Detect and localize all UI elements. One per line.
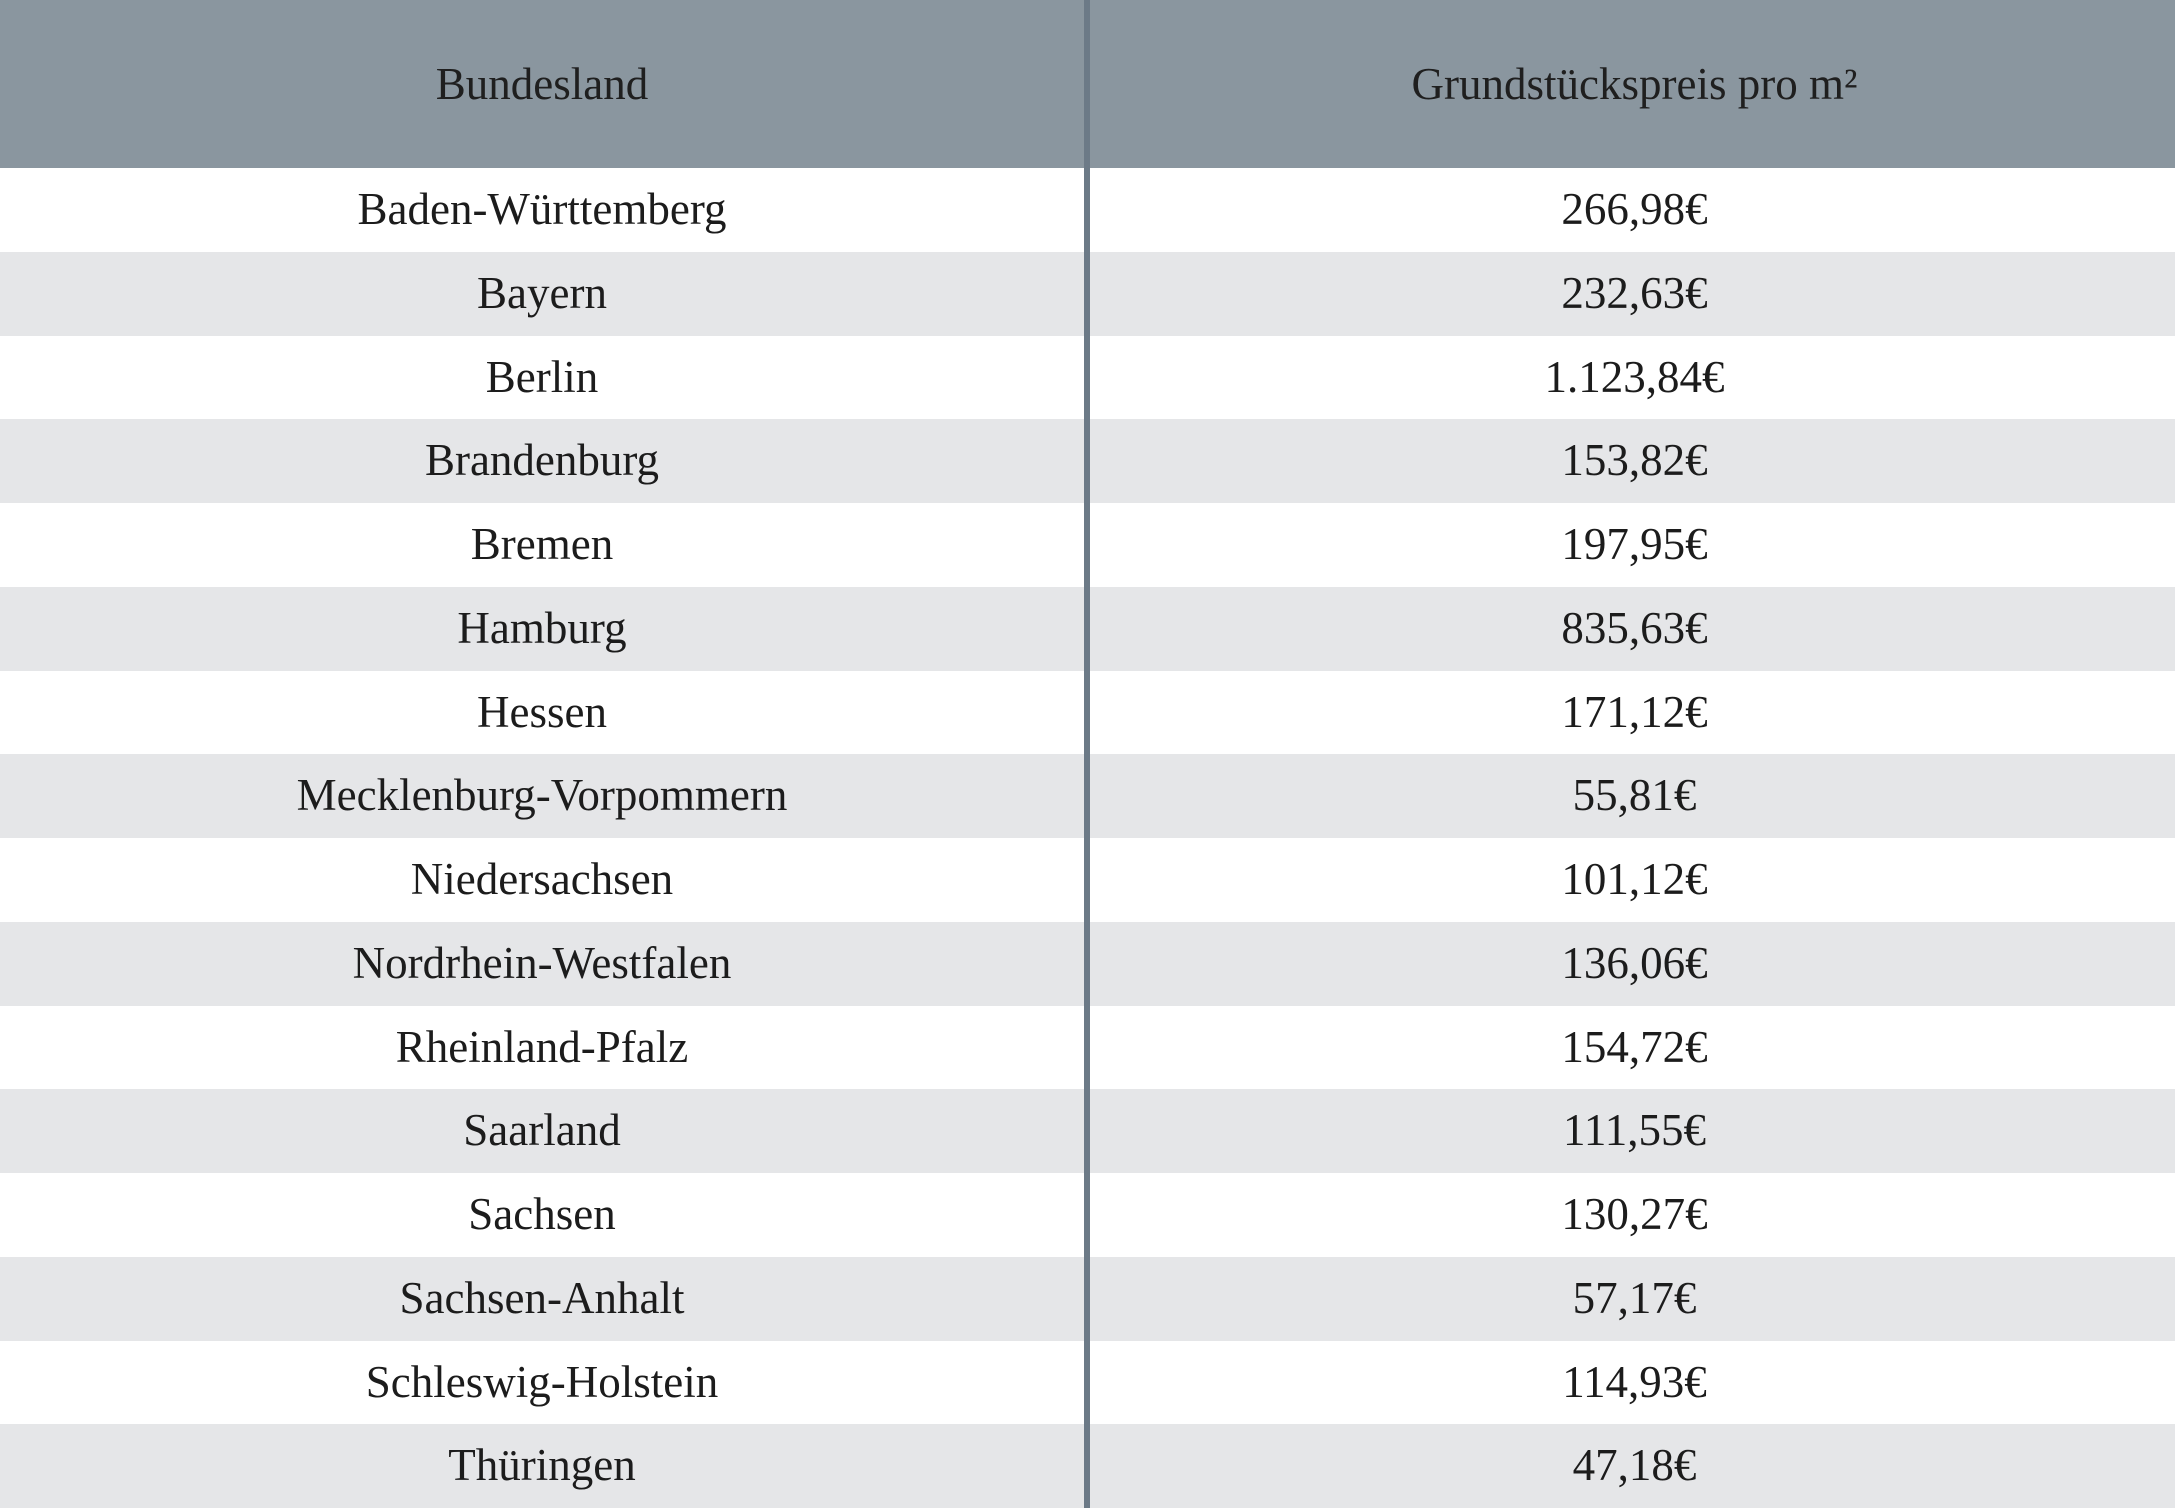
cell-bundesland: Sachsen-Anhalt [399, 1272, 685, 1323]
cell-grundstueckspreis: 154,72€ [1561, 1021, 1708, 1072]
cell-grundstueckspreis: 130,27€ [1561, 1189, 1708, 1239]
cell-bundesland: Hessen [477, 686, 607, 737]
cell-bundesland: Schleswig-Holstein [365, 1356, 719, 1407]
cell-grundstueckspreis: 101,12€ [1561, 854, 1708, 904]
cell-grundstueckspreis: 114,93€ [1562, 1356, 1707, 1407]
cell-bundesland: Brandenburg [424, 435, 660, 486]
cell-bundesland: Mecklenburg-Vorpommern [296, 770, 788, 821]
cell-grundstueckspreis: 55,81€ [1572, 770, 1697, 821]
cell-bundesland: Bremen [470, 519, 614, 569]
cell-grundstueckspreis: 197,95€ [1561, 519, 1708, 569]
cell-bundesland: Nordrhein-Westfalen [352, 937, 732, 988]
cell-bundesland: Baden-Württemberg [357, 184, 727, 234]
column-header-grundstueckspreis: Grundstückspreis pro m² [1411, 59, 1858, 109]
cell-grundstueckspreis: 1.123,84€ [1544, 351, 1725, 402]
cell-bundesland: Hamburg [457, 602, 627, 653]
cell-grundstueckspreis: 57,17€ [1572, 1272, 1697, 1323]
cell-bundesland: Rheinland-Pfalz [395, 1021, 689, 1072]
cell-grundstueckspreis: 153,82€ [1561, 435, 1708, 486]
cell-grundstueckspreis: 111,55€ [1563, 1105, 1706, 1156]
column-divider [1084, 0, 1090, 1508]
cell-bundesland: Sachsen [468, 1189, 616, 1239]
cell-grundstueckspreis: 232,63€ [1561, 267, 1708, 318]
column-header-bundesland: Bundesland [435, 59, 649, 109]
cell-bundesland: Berlin [485, 351, 599, 402]
cell-bundesland: Saarland [463, 1105, 621, 1156]
cell-grundstueckspreis: 47,18€ [1572, 1440, 1697, 1491]
cell-grundstueckspreis: 171,12€ [1561, 686, 1708, 737]
cell-grundstueckspreis: 266,98€ [1561, 184, 1708, 234]
cell-bundesland: Bayern [477, 267, 607, 318]
cell-grundstueckspreis: 835,63€ [1561, 602, 1708, 653]
cell-bundesland: Niedersachsen [410, 854, 674, 904]
cell-bundesland: Thüringen [448, 1440, 636, 1491]
cell-grundstueckspreis: 136,06€ [1561, 937, 1708, 988]
